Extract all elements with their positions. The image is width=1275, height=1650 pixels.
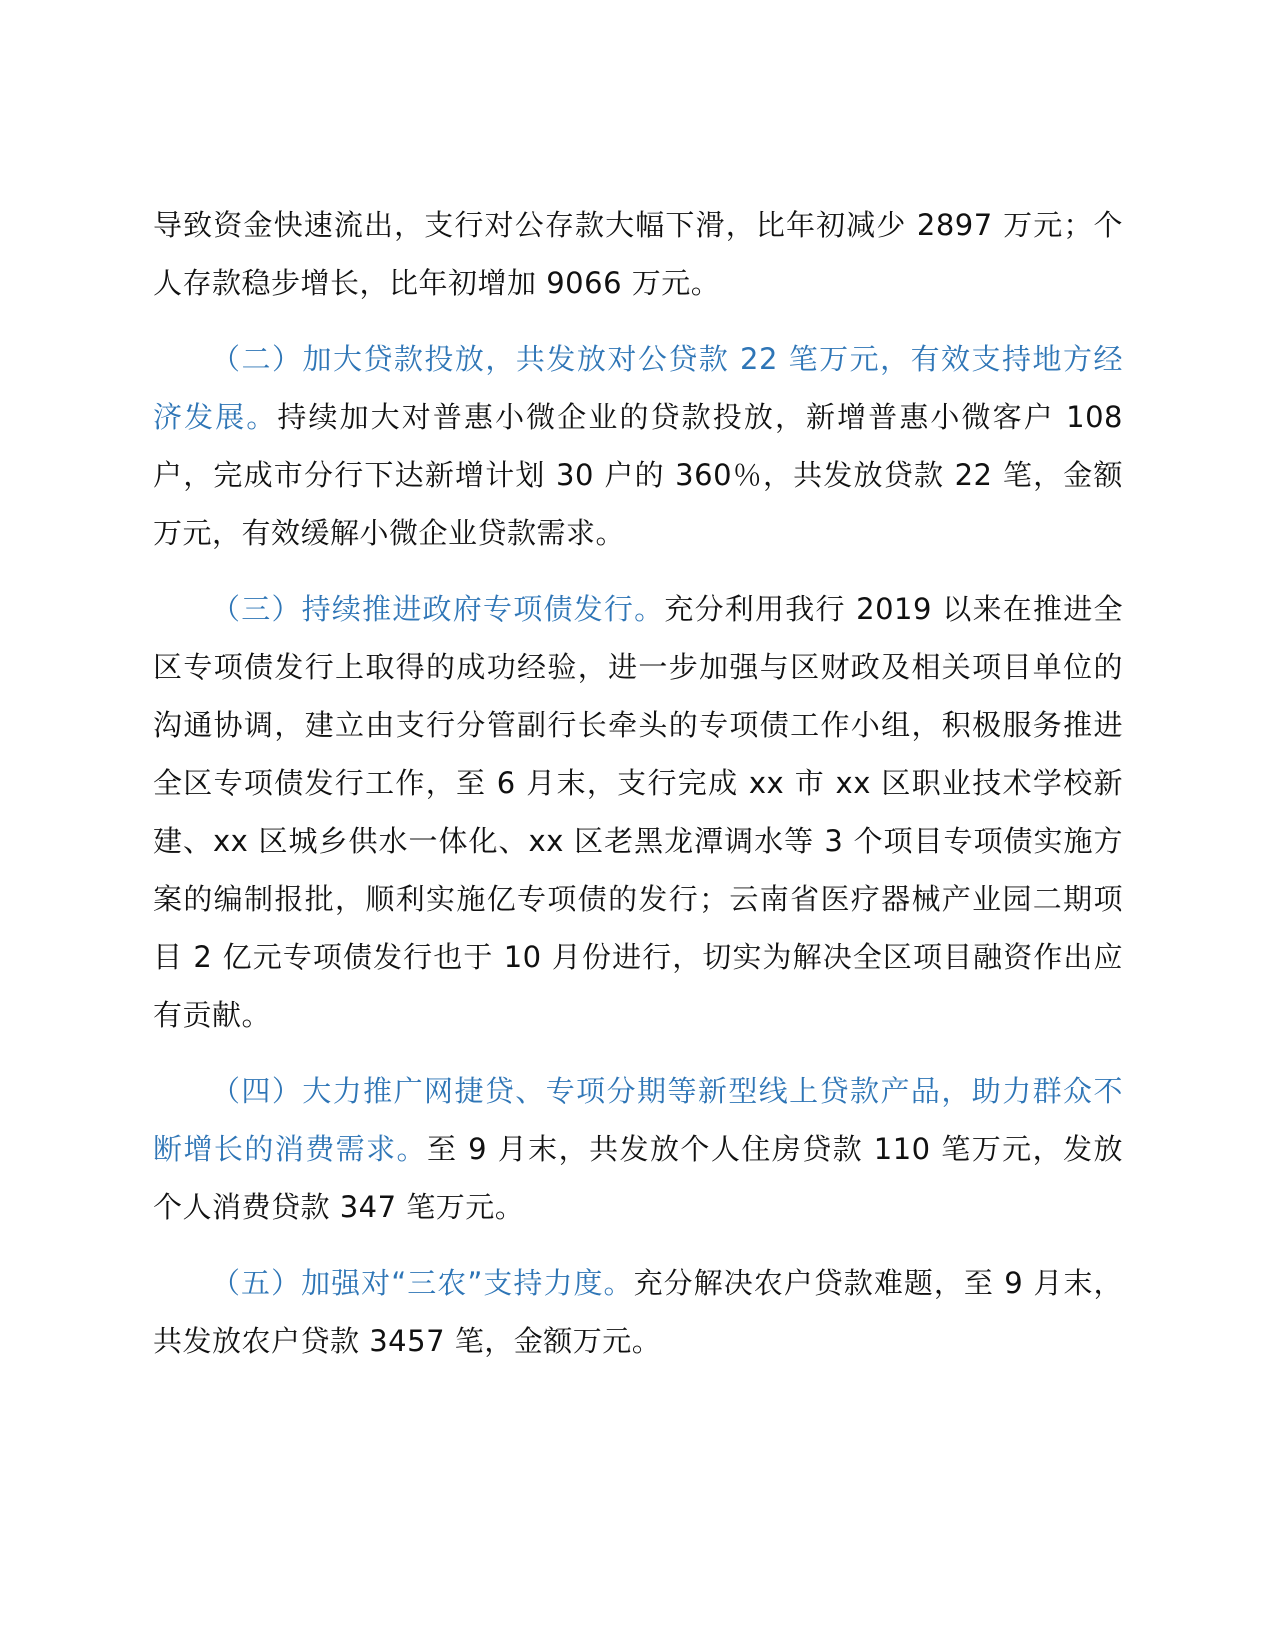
paragraph-deposits <box>153 196 1123 312</box>
paragraph-body: 至 9 月末，共发放个人住房贷款 110 笔万元，发放个人消费贷款 347 笔万元。 <box>153 1132 1123 1224</box>
paragraph-body: 导致资金快速流出，支行对公存款大幅下滑，比年初减少 2897 万元；个人存款稳步增长，比年初增加 9066 万元。 <box>153 208 1123 300</box>
paragraph-loans <box>153 330 1123 562</box>
section-heading-2: （二）加大贷款投放，共发放对公贷款 22 笔万元，有效支持地方经济发展。 <box>153 342 1123 434</box>
paragraph-body: 持续加大对普惠小微企业的贷款投放，新增普惠小微客户 108 户，完成市分行下达新增计划 30 户的 360％，共发放贷款 22 笔，金额万元，有效缓解小微企业贷款需求。 <box>153 400 1123 550</box>
paragraph-special-bonds <box>153 580 1123 1044</box>
section-heading-4: （四）大力推广网捷贷、专项分期等新型线上贷款产品，助力群众不断增长的消费需求。 <box>153 1074 1123 1166</box>
paragraph-online-loans <box>153 1062 1123 1236</box>
paragraph-agriculture <box>153 1254 1123 1370</box>
paragraph-body: 充分利用我行 2019 以来在推进全区专项债发行上取得的成功经验，进一步加强与区财政及相关项目单位的沟通协调，建立由支行分管副行长牵头的专项债工作小组，积极服务推进全区专项债发行工作，至 6 月末，支行完成 xx 市 xx 区职业技术学校新建、xx 区城乡供水一体化、xx 区老黑龙潭调水等 3 个项目专项债实施方案的编制报批，顺利实施亿专项债的发行；云南省医疗器械产业园二期项目 2 亿元专项债发行也于 10 月份进行，切实为解决全区项目融资作出应有贡献。 <box>153 592 1123 1032</box>
section-heading-3: （三）持续推进政府专项债发行。 <box>211 592 665 626</box>
document-body <box>153 196 1123 1388</box>
section-heading-5: （五）加强对“三农”支持力度。 <box>211 1266 634 1300</box>
paragraph-body: 充分解决农户贷款难题，至 9 月末，共发放农户贷款 3457 笔，金额万元。 <box>153 1266 1123 1358</box>
